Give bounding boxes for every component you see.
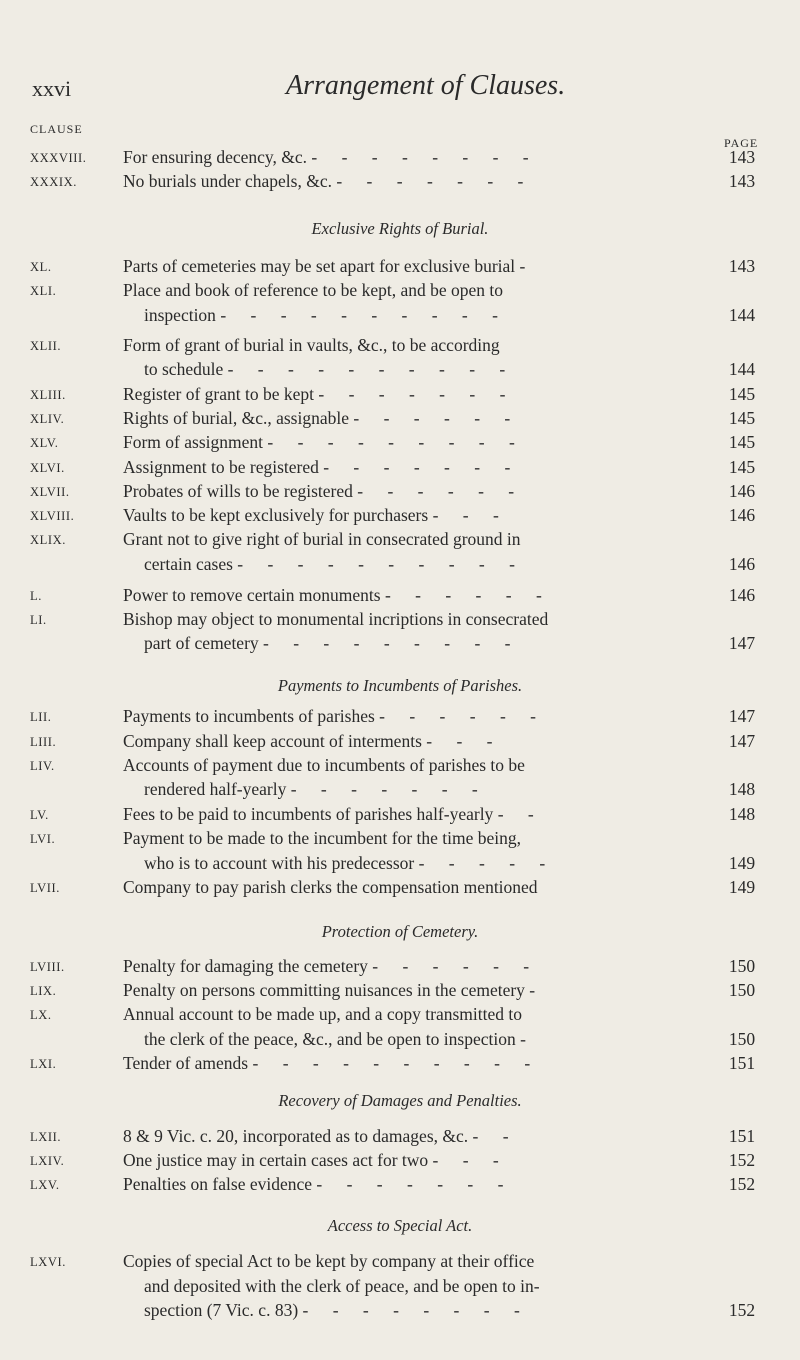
section-heading: Exclusive Rights of Burial. (311, 219, 489, 238)
entry-text-continued: spection (7 Vic. c. 83) - - - - - - - - (144, 1300, 530, 1320)
clause-number: LXV. (30, 1178, 60, 1192)
page-ref: 149 (728, 853, 756, 873)
entry-text-continued: to schedule - - - - - - - - - - (144, 359, 516, 379)
section-heading: Protection of Cemetery. (321, 922, 479, 941)
clause-number: LX. (30, 1008, 52, 1022)
dot-leader: - (529, 980, 546, 1000)
dot-leader: - - - - - - - - - (263, 633, 521, 653)
entry-text: Form of assignment - - - - - - - - - (123, 432, 525, 452)
dot-leader: - - - - - - - - - - (227, 359, 516, 379)
dot-leader: - - - - - - - (318, 384, 516, 404)
entry-text-continued: part of cemetery - - - - - - - - - (144, 633, 521, 653)
clause-number: XLV. (30, 436, 59, 450)
clause-number: LIX. (30, 984, 57, 998)
clause-number: XLIV. (30, 412, 65, 426)
page-ref: 143 (728, 147, 756, 167)
page-ref: 146 (728, 505, 756, 525)
page-ref: 146 (728, 554, 756, 574)
dot-leader: - - - - - - (372, 956, 540, 976)
page-ref: 152 (728, 1150, 756, 1170)
entry-text: Accounts of payment due to incumbents of parishes to be (123, 755, 525, 775)
page-ref: 146 (728, 585, 756, 605)
entry-text: Assignment to be registered - - - - - - - (123, 457, 521, 477)
clause-number: XLII. (30, 339, 62, 353)
page-ref: 148 (728, 779, 756, 799)
entry-text: One justice may in certain cases act for two - - - (123, 1150, 509, 1170)
page-ref: 145 (728, 457, 756, 477)
clause-number: XL. (30, 260, 52, 274)
dot-leader: - - - - - - - - (311, 147, 539, 167)
clause-number: LVI. (30, 832, 56, 846)
page-ref: 143 (728, 171, 756, 191)
page-ref: 144 (728, 305, 756, 325)
page-ref: 147 (728, 633, 756, 653)
clause-number: LVII. (30, 881, 60, 895)
entry-text: Place and book of reference to be kept, and be open to (123, 280, 503, 300)
dot-leader: - - - - - - (384, 585, 552, 605)
dot-leader: - - - (432, 1150, 509, 1170)
dot-leader: - - - - - - - (290, 779, 488, 799)
entry-text-continued: and deposited with the clerk of peace, and be open to in- (144, 1276, 540, 1296)
dot-leader: - - - - - - - - (302, 1300, 530, 1320)
page-ref: 150 (728, 980, 756, 1000)
entry-text: Bishop may object to monumental incriptions in consecrated (123, 609, 549, 629)
clause-number: XXXVIII. (30, 151, 87, 165)
running-header (32, 70, 592, 110)
page-ref: 151 (728, 1126, 756, 1146)
clause-number: LVIII. (30, 960, 65, 974)
entry-text: Register of grant to be kept - - - - - - - (123, 384, 516, 404)
clause-number: XXXIX. (30, 175, 77, 189)
page-ref: 143 (728, 256, 756, 276)
page-ref: 149 (728, 877, 756, 897)
entry-text: 8 & 9 Vic. c. 20, incorporated as to damages, &c. - - (123, 1126, 519, 1146)
dot-leader: - - - - - - - (316, 1174, 514, 1194)
clause-number: XLVIII. (30, 509, 75, 523)
entry-text: No burials under chapels, &c. - - - - - - - (123, 171, 534, 191)
page-ref: 151 (728, 1053, 756, 1073)
clause-number: XLIII. (30, 388, 66, 402)
dot-leader: - (520, 1029, 536, 1049)
entry-text-continued: the clerk of the peace, &c., and be open to inspection - (144, 1029, 536, 1049)
dot-leader: - - (472, 1126, 519, 1146)
clause-number: XLIX. (30, 533, 66, 547)
entry-text-continued: rendered half-yearly - - - - - - - (144, 779, 488, 799)
entry-text: Tender of amends - - - - - - - - - - (123, 1053, 541, 1073)
entry-text: Penalty for damaging the cemetery - - - - - - (123, 956, 540, 976)
clause-number: XLVII. (30, 485, 70, 499)
section-heading: Access to Special Act. (327, 1216, 473, 1235)
page-ref: 145 (728, 432, 756, 452)
entry-text: For ensuring decency, &c. - - - - - - - - (123, 147, 539, 167)
entry-text: Form of grant of burial in vaults, &c., to be according (123, 335, 500, 355)
clause-number: LXVI. (30, 1255, 66, 1269)
dot-leader: - - (497, 804, 544, 824)
entry-text: Annual account to be made up, and a copy transmitted to (123, 1004, 522, 1024)
section-heading: Payments to Incumbents of Parishes. (277, 676, 523, 695)
clause-number: LIII. (30, 735, 57, 749)
clause-number: LXI. (30, 1057, 57, 1071)
entry-text-continued: certain cases - - - - - - - - - - (144, 554, 525, 574)
entry-text: Company to pay parish clerks the compensation mentioned (123, 877, 538, 897)
dot-leader: - - - - - - (353, 408, 521, 428)
dot-leader: - - - (432, 505, 509, 525)
clause-number: XLVI. (30, 461, 65, 475)
entry-text: Probates of wills to be registered - - - - - - (123, 481, 525, 501)
page-ref: 146 (728, 481, 756, 501)
dot-leader: - - - - - - - - - (267, 432, 525, 452)
page-ref: 145 (728, 408, 756, 428)
page-column-label: PAGE (724, 136, 759, 150)
entry-text: Parts of cemeteries may be set apart for exclusive burial - (123, 256, 536, 276)
entry-text: Fees to be paid to incumbents of parishes half-yearly - - (123, 804, 544, 824)
entry-text: Penalties on false evidence - - - - - - - (123, 1174, 514, 1194)
page-title: Arrangement of Clauses. (286, 70, 566, 101)
page-ref: 147 (728, 731, 756, 751)
dot-leader: - - - - - - (357, 481, 525, 501)
clause-number: LV. (30, 808, 49, 822)
page-ref: 152 (728, 1300, 756, 1320)
clause-number: LXIV. (30, 1154, 65, 1168)
entry-text-continued: who is to account with his predecessor - - - - - (144, 853, 556, 873)
dot-leader: - - - - - - - - - - (252, 1053, 541, 1073)
dot-leader: - - - - - - - (323, 457, 521, 477)
clause-number: LII. (30, 710, 52, 724)
dot-leader: - - - (426, 731, 503, 751)
dot-leader: - - - - - - - - - - (220, 305, 508, 325)
dot-leader: - (519, 256, 536, 276)
clause-column-label: CLAUSE (30, 122, 83, 136)
page-ref: 152 (728, 1174, 756, 1194)
page-ref: 148 (728, 804, 756, 824)
entry-text: Company shall keep account of interments - - - (123, 731, 503, 751)
entry-text-continued: inspection - - - - - - - - - - (144, 305, 508, 325)
entry-text: Rights of burial, &c., assignable - - - - - - (123, 408, 521, 428)
page-ref: 150 (728, 1029, 756, 1049)
page-number: xxvi (32, 76, 72, 101)
dot-leader: - - - - - - - (336, 171, 534, 191)
entry-text: Vaults to be kept exclusively for purchasers - - - (123, 505, 509, 525)
dot-leader: - - - - - (418, 853, 556, 873)
clause-number: L. (30, 589, 42, 603)
page-ref: 145 (728, 384, 756, 404)
entry-text: Payments to incumbents of parishes - - - - - - (123, 706, 546, 726)
page-ref: 144 (728, 359, 756, 379)
dot-leader: - - - - - - (379, 706, 546, 726)
entry-text: Grant not to give right of burial in consecrated ground in (123, 529, 521, 549)
entry-text: Penalty on persons committing nuisances in the cemetery - (123, 980, 546, 1000)
clause-number: LI. (30, 613, 47, 627)
page-ref: 147 (728, 706, 756, 726)
clause-number: LXII. (30, 1130, 62, 1144)
page-ref: 150 (728, 956, 756, 976)
entry-text: Copies of special Act to be kept by company at their office (123, 1251, 535, 1271)
clause-number: LIV. (30, 759, 55, 773)
entry-text: Power to remove certain monuments - - - - - - (123, 585, 552, 605)
entry-text: Payment to be made to the incumbent for the time being, (123, 828, 522, 848)
clause-number: XLI. (30, 284, 57, 298)
dot-leader: - - - - - - - - - - (237, 554, 525, 574)
section-heading: Recovery of Damages and Penalties. (278, 1091, 522, 1110)
